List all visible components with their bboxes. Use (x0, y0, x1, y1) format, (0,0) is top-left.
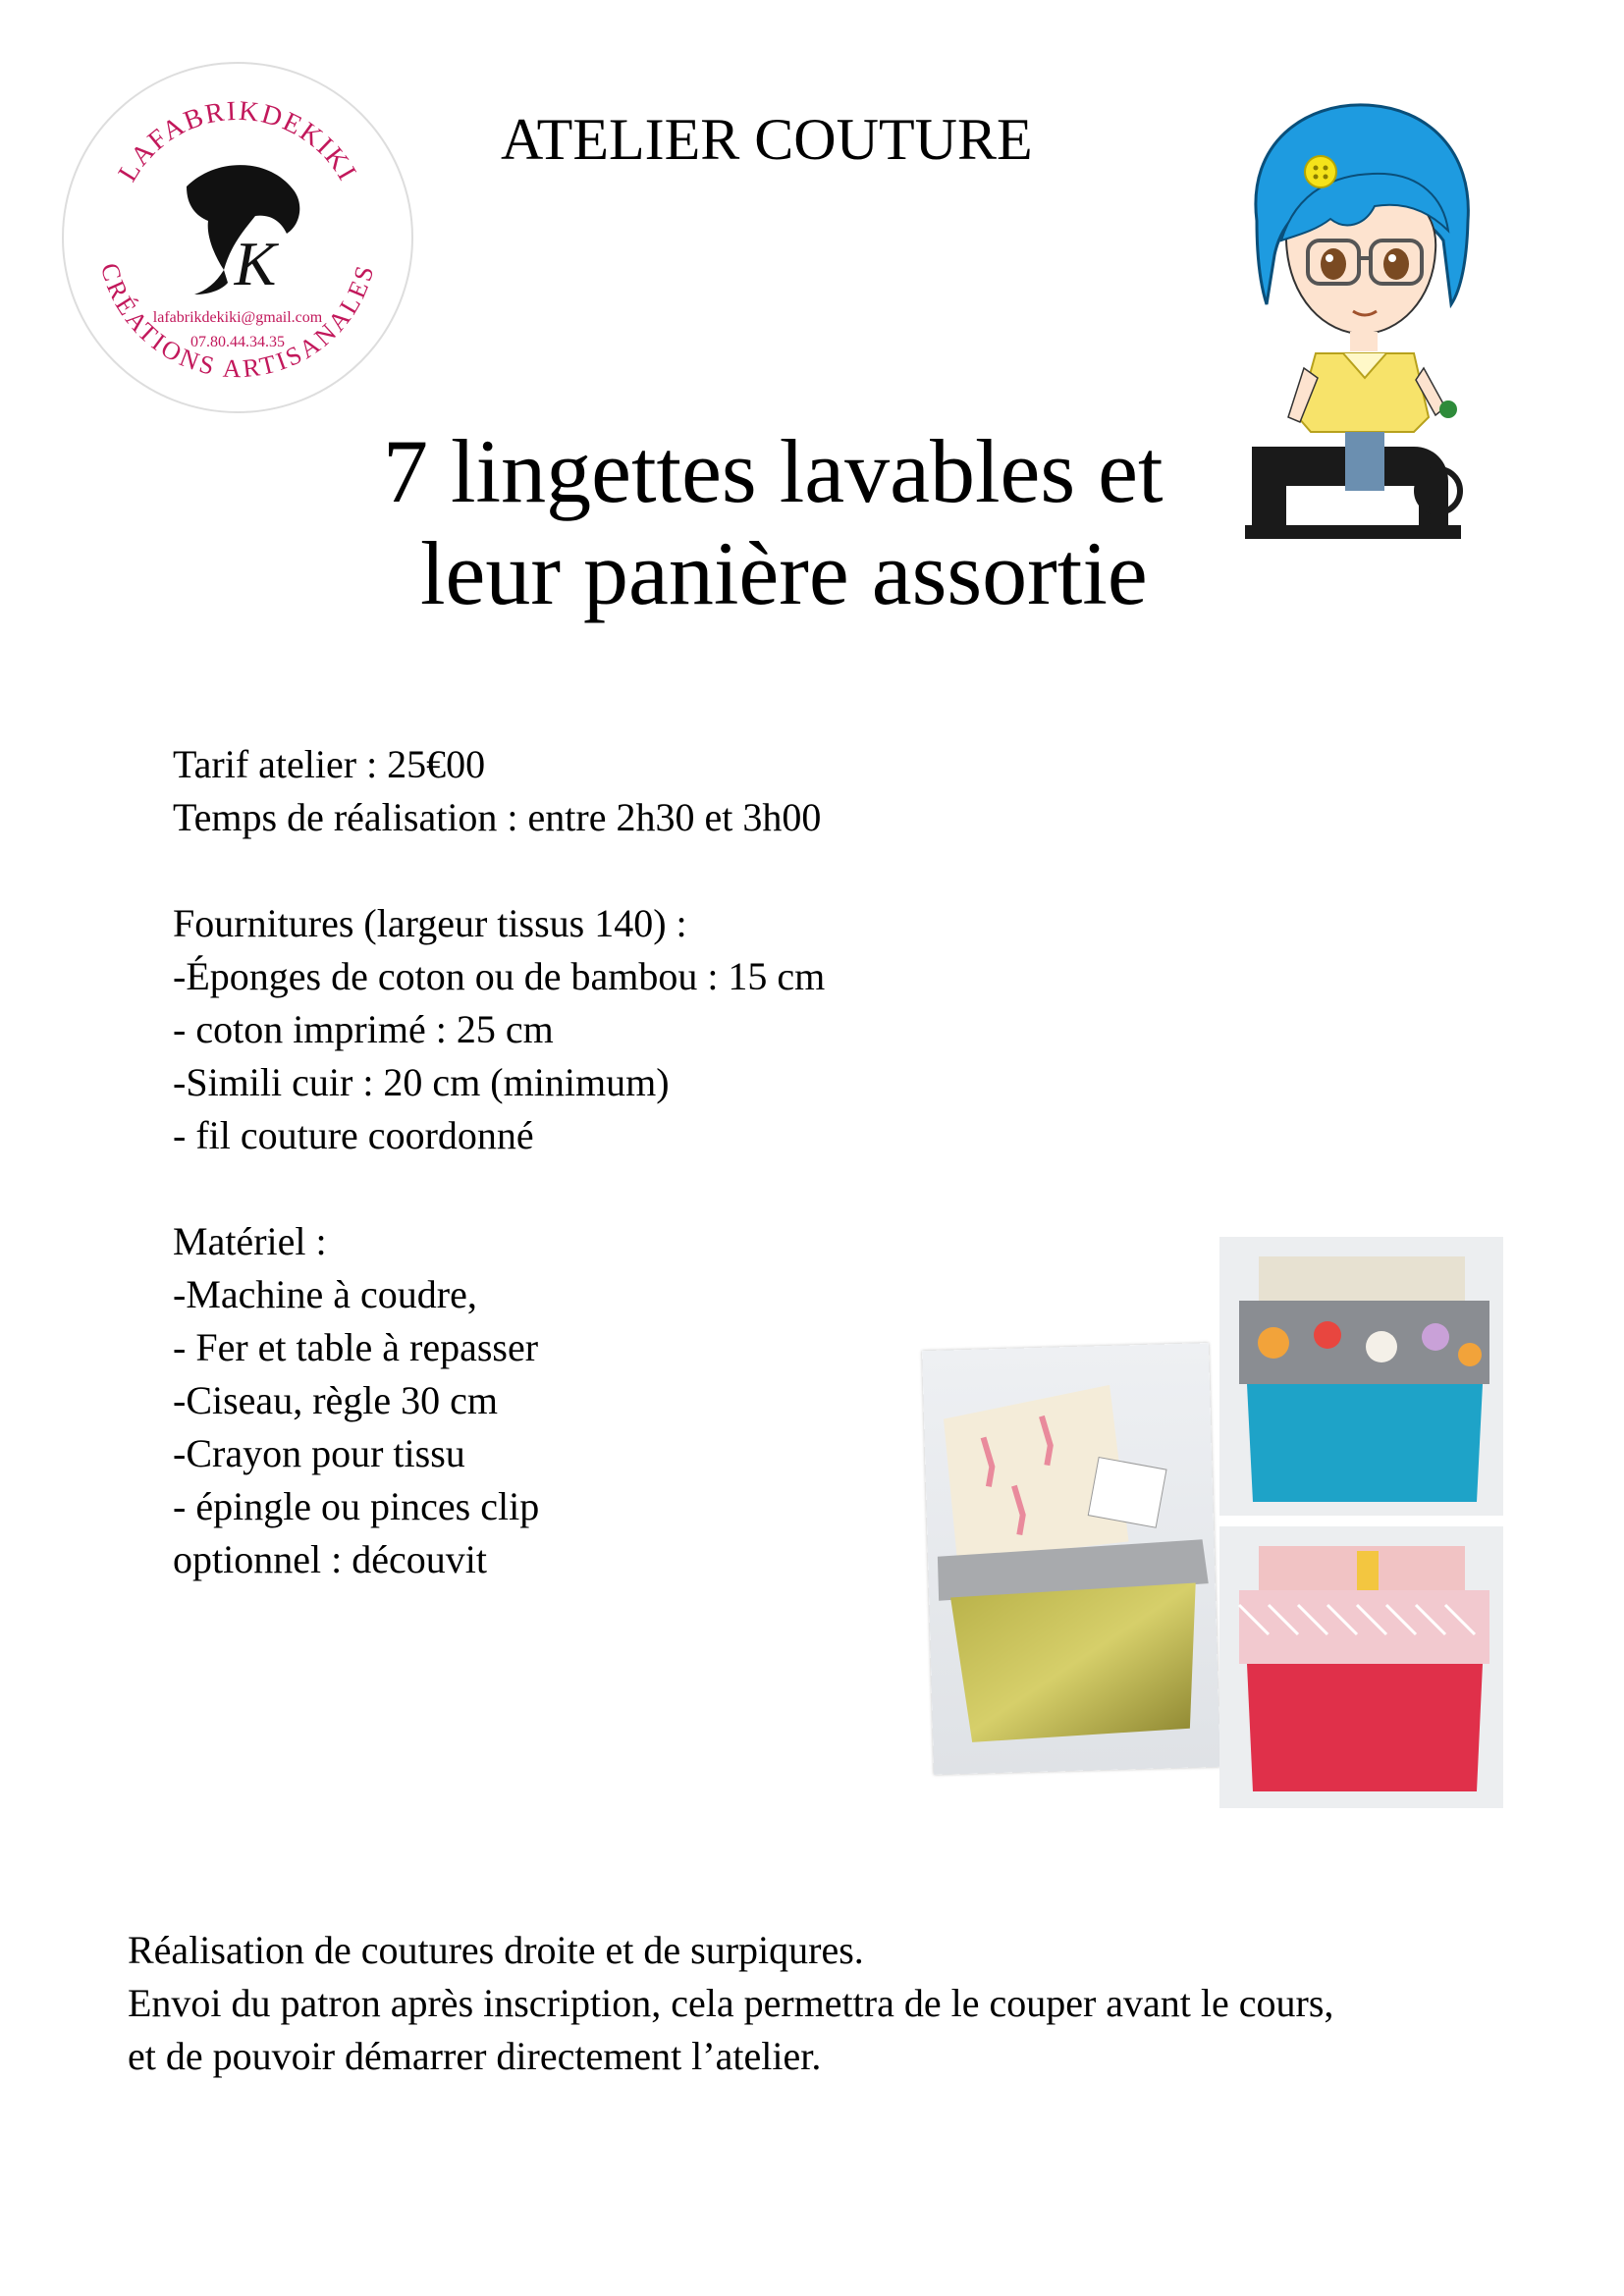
list-item: -Machine à coudre, (173, 1272, 477, 1316)
logo-monogram: K (234, 229, 277, 298)
main-title (373, 420, 1257, 624)
temps-line: Temps de réalisation : entre 2h30 et 3h00 (173, 795, 822, 839)
footer-line: et de pouvoir démarrer directement l’atelier. (128, 2034, 822, 2078)
page-header-title: ATELIER COUTURE (501, 107, 1033, 172)
footer-line: Envoi du patron après inscription, cela permettra de le couper avant le cours, (128, 1981, 1334, 2025)
list-item: - Fer et table à repasser (173, 1325, 539, 1369)
red-basket-pink-fabric-photo (1219, 1526, 1503, 1808)
gold-basket-flamingo-wipes-photo (922, 1343, 1220, 1775)
workshop-info (173, 738, 825, 1586)
logo-tagline-text: CRÉATIONS ARTISANALES (94, 259, 381, 384)
main-title-line-1: 7 lingettes lavables et (383, 421, 1164, 521)
footer-notes (128, 1924, 1333, 2083)
blue-basket-photo (1219, 1237, 1503, 1516)
list-item: - fil couture coordonné (173, 1113, 534, 1157)
main-title-line-2: leur panière assortie (420, 523, 1148, 623)
tarif-line: Tarif atelier : 25€00 (173, 742, 486, 786)
logo-email: lafabrikdekiki@gmail.com (152, 309, 323, 326)
red-basket-photo (1219, 1526, 1503, 1808)
mascot-illustration (1227, 93, 1492, 555)
list-item: -Éponges de coton ou de bambou : 15 cm (173, 954, 826, 998)
footer-line: Réalisation de coutures droite et de surpiqures. (128, 1928, 864, 1972)
list-item: -Ciseau, règle 30 cm (173, 1378, 498, 1422)
materiel-heading: Matériel : (173, 1219, 327, 1263)
list-item: - épingle ou pinces clip (173, 1484, 540, 1528)
list-item: -Crayon pour tissu (173, 1431, 465, 1475)
seamstress-girl-sewing-machine-icon (1227, 93, 1492, 555)
gold-basket-photo (922, 1343, 1220, 1775)
fournitures-heading: Fournitures (largeur tissus 140) : (173, 901, 687, 945)
logo-brand-text: LAFABRIKDEKIKI (112, 95, 363, 187)
dolphin-monogram-icon (59, 59, 416, 416)
list-item: - coton imprimé : 25 cm (173, 1007, 554, 1051)
brand-logo (59, 59, 416, 416)
list-item: optionnel : découvit (173, 1537, 487, 1581)
blue-basket-skull-fabric-photo (1219, 1237, 1503, 1516)
logo-phone: 07.80.44.34.35 (190, 334, 285, 350)
list-item: -Simili cuir : 20 cm (minimum) (173, 1060, 670, 1104)
